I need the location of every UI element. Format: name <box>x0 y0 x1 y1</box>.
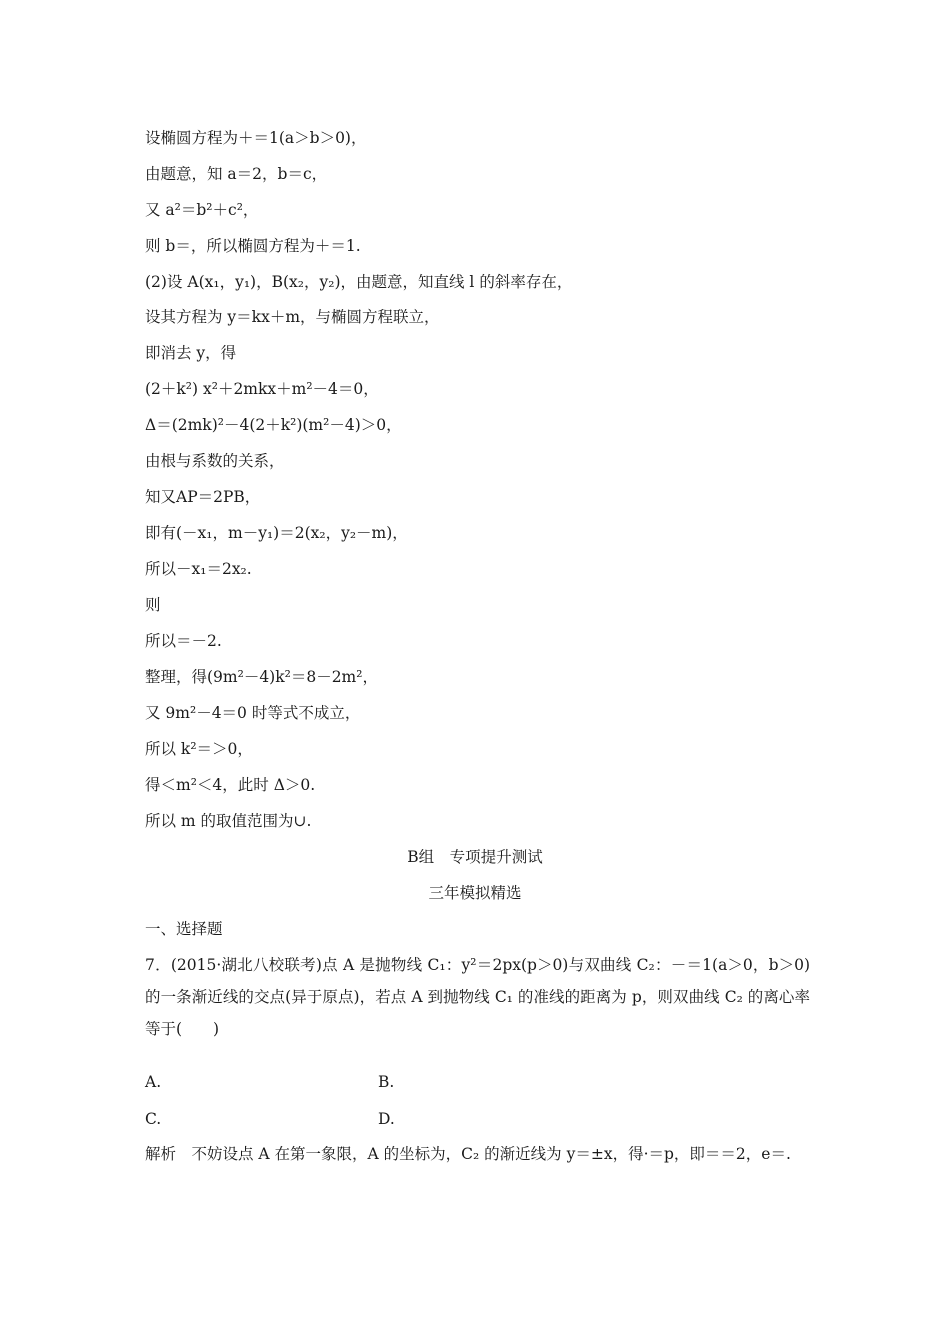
solution-line-11: 知又AP＝2PB， <box>145 488 261 506</box>
solution-line-16: 整理，得(9m²－4)k²＝8－2m²， <box>145 668 378 686</box>
option-a: A. <box>145 1073 162 1091</box>
solution-line-1: 设椭圆方程为＋＝1(a＞b＞0)， <box>145 129 367 147</box>
solution-line-14: 则 <box>145 596 161 614</box>
solution-line-20: 所以 m 的取值范围为∪. <box>145 812 312 830</box>
solution-line-12: 即有(－x₁，m－y₁)＝2(x₂，y₂－m)， <box>145 524 408 542</box>
solution-line-19: 得＜m²＜4，此时 Δ＞0. <box>145 776 316 794</box>
solution-line-13: 所以－x₁＝2x₂. <box>145 560 252 578</box>
solution-line-17: 又 9m²－4＝0 时等式不成立， <box>145 704 361 722</box>
solution-line-18: 所以 k²＝＞0， <box>145 740 253 758</box>
section-title: B组 专项提升测试 <box>407 848 543 866</box>
solution-line-10: 由根与系数的关系， <box>145 452 285 470</box>
solution-line-15: 所以＝－2. <box>145 632 222 650</box>
option-b: B. <box>378 1073 395 1091</box>
solution-line-8: (2＋k²) x²＋2mkx＋m²－4＝0， <box>145 380 379 398</box>
solution-analysis: 解析 不妨设点 A 在第一象限，A 的坐标为，C₂ 的渐近线为 y＝±x，得·＝p，即＝＝2，e＝. <box>145 1145 791 1163</box>
question-7: 7．(2015·湖北八校联考)点 A 是抛物线 C₁：y²＝2px(p＞0)与双曲线 C₂：－＝1(a＞0，b＞0)的一条渐近线的交点(异于原点)，若点 A 到抛物线 C₁ 的准线的距离为 p，则双曲线 C₂ 的离心率等于( ) <box>145 956 810 1038</box>
solution-line-5: (2)设 A(x₁，y₁)，B(x₂，y₂)，由题意，知直线 l 的斜率存在， <box>145 273 573 291</box>
option-c: C. <box>145 1110 162 1128</box>
subsection-title: 三年模拟精选 <box>428 884 522 902</box>
part-heading: 一、选择题 <box>145 920 223 938</box>
solution-line-7: 即消去 y，得 <box>145 344 237 362</box>
solution-line-6: 设其方程为 y＝kx＋m，与椭圆方程联立， <box>145 308 440 326</box>
solution-line-9: Δ＝(2mk)²－4(2＋k²)(m²－4)＞0， <box>145 416 402 434</box>
option-d: D. <box>378 1110 395 1128</box>
solution-line-4: 则 b＝，所以椭圆方程为＋＝1. <box>145 237 361 255</box>
solution-line-3: 又 a²＝b²＋c²， <box>145 201 259 219</box>
solution-line-2: 由题意，知 a＝2，b＝c， <box>145 165 328 183</box>
